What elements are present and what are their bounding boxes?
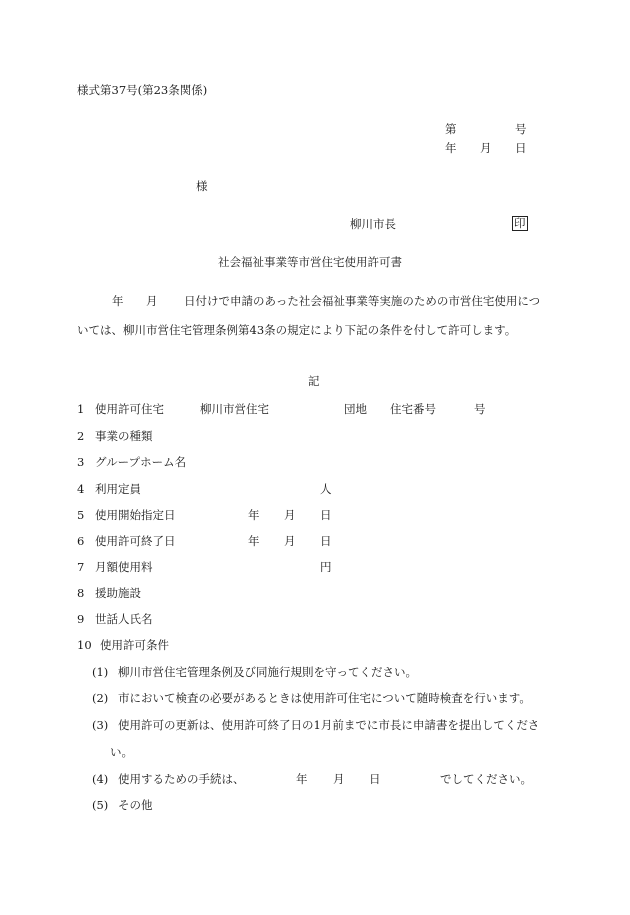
issue-number-suffix: 号 (515, 122, 527, 136)
item-10-number: 10 (77, 638, 92, 652)
item-5-month: 月 (284, 508, 296, 522)
item-1-house-number-label: 住宅番号 (390, 402, 436, 416)
condition-4-text: 使用するための手続は、 (118, 772, 245, 786)
item-8-label: 援助施設 (95, 586, 141, 600)
item-7-unit: 円 (320, 560, 332, 574)
item-2-number: 2 (77, 429, 85, 443)
item-6-day: 日 (320, 534, 332, 548)
item-3-label: グループホーム名 (95, 455, 187, 469)
item-6-label: 使用許可終了日 (95, 534, 176, 548)
condition-5-text: その他 (118, 798, 153, 812)
document-title: 社会福祉事業等市営住宅使用許可書 (218, 255, 402, 269)
issuer-name: 柳川市長 (350, 217, 396, 231)
body-line-1: 日付けで申請のあった社会福祉事業等実施のための市営住宅使用につ (184, 294, 541, 308)
item-2-label: 事業の種類 (95, 429, 153, 443)
date-day: 日 (515, 141, 527, 155)
item-3-number: 3 (77, 455, 85, 469)
item-1-danchi: 団地 (344, 402, 367, 416)
condition-4-year: 年 (296, 772, 308, 786)
item-1-housing: 柳川市営住宅 (200, 402, 269, 416)
condition-4-month: 月 (333, 772, 345, 786)
item-4-unit: 人 (320, 482, 332, 496)
item-10-label: 使用許可条件 (100, 638, 169, 652)
condition-3-number: (3) (92, 718, 109, 732)
condition-3-continuation: い。 (110, 745, 133, 759)
item-6-year: 年 (248, 534, 260, 548)
item-8-number: 8 (77, 586, 85, 600)
addressee-suffix: 様 (196, 179, 208, 193)
issue-number-prefix: 第 (445, 122, 457, 136)
condition-2-number: (2) (92, 691, 109, 705)
item-1-go: 号 (474, 402, 486, 416)
date-year: 年 (445, 141, 457, 155)
seal-mark (512, 216, 528, 231)
item-7-number: 7 (77, 560, 85, 574)
item-5-number: 5 (77, 508, 85, 522)
item-6-number: 6 (77, 534, 85, 548)
seal-text: 印 (514, 216, 526, 230)
condition-1-text: 柳川市営住宅管理条例及び同施行規則を守ってください。 (118, 665, 417, 679)
condition-4-day: 日 (369, 772, 381, 786)
body-year: 年 (112, 294, 124, 308)
form-number: 様式第37号(第23条関係) (77, 83, 208, 97)
item-9-label: 世話人氏名 (95, 612, 153, 626)
item-6-month: 月 (284, 534, 296, 548)
item-5-day: 日 (320, 508, 332, 522)
condition-3-text: 使用許可の更新は、使用許可終了日の1月前までに市長に申請書を提出してくださ (118, 718, 540, 732)
condition-4-number: (4) (92, 772, 109, 786)
item-5-year: 年 (248, 508, 260, 522)
body-line-2: いては、柳川市営住宅管理条例第43条の規定により下記の条件を付して許可します。 (77, 323, 517, 337)
item-5-label: 使用開始指定日 (95, 508, 176, 522)
condition-1-number: (1) (92, 665, 109, 679)
item-1-label: 使用許可住宅 (95, 402, 164, 416)
condition-5-number: (5) (92, 798, 109, 812)
item-1-number: 1 (77, 402, 85, 416)
condition-2-text: 市において検査の必要があるときは使用許可住宅について随時検査を行います。 (118, 691, 531, 705)
item-9-number: 9 (77, 612, 85, 626)
item-4-label: 利用定員 (95, 482, 141, 496)
item-4-number: 4 (77, 482, 85, 496)
body-month: 月 (146, 294, 158, 308)
condition-4-suffix: でしてください。 (440, 772, 532, 786)
item-7-label: 月額使用料 (95, 560, 153, 574)
ki-heading: 記 (308, 374, 320, 388)
date-month: 月 (480, 141, 492, 155)
